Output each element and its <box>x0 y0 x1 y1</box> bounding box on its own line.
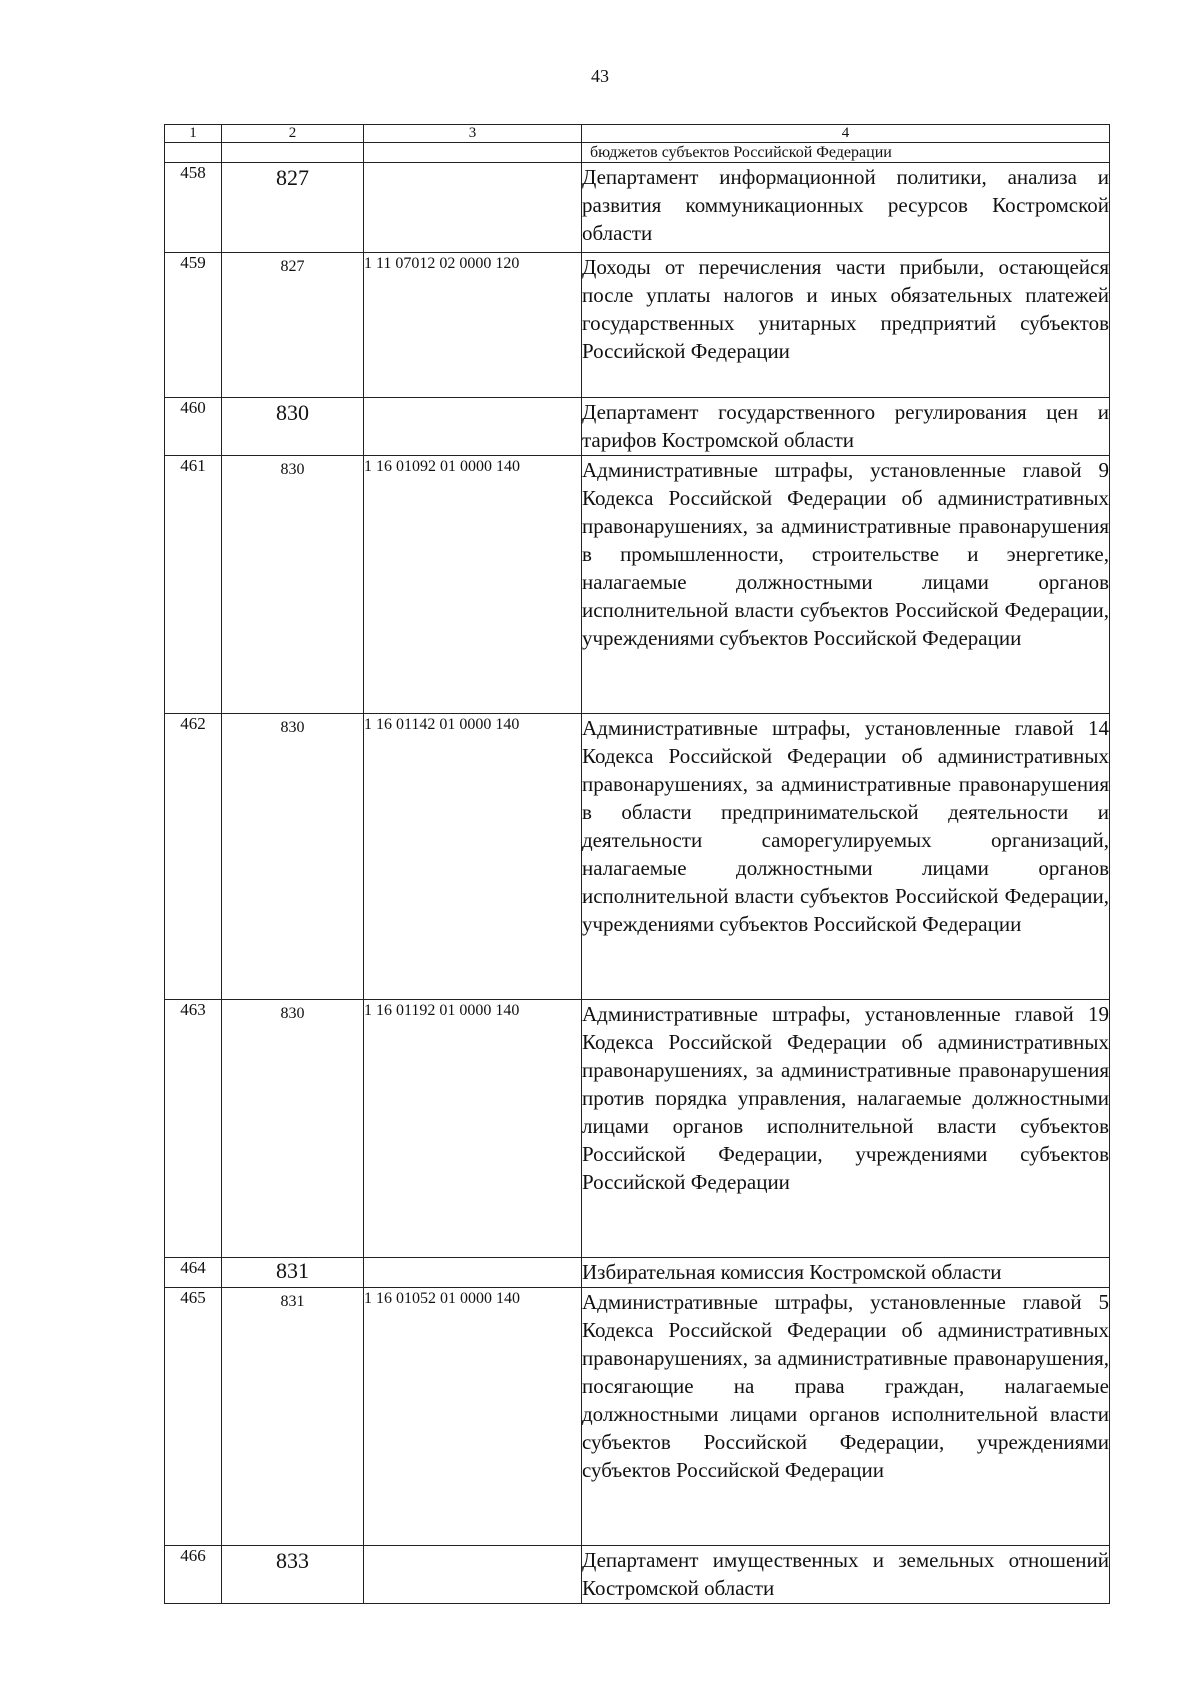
budget-code: 1 16 01052 01 0000 140 <box>364 1288 582 1546</box>
row-description: Департамент имущественных и земельных отношений Костромской области <box>582 1546 1110 1604</box>
row-description: Административные штрафы, установленные главой 5 Кодекса Российской Федерации об административных правонарушениях, за административные правонарушения, посягающие на права граждан, налагаемые должностными лицами органов исполнительной власти субъектов Российской Федерации, учреждениями субъектов Российской Федерации <box>582 1288 1110 1546</box>
admin-code: 831 <box>222 1288 364 1546</box>
row-number: 464 <box>165 1258 222 1288</box>
table-row <box>165 253 1110 398</box>
budget-code: 1 11 07012 02 0000 120 <box>364 253 582 398</box>
header-col-2: 2 <box>222 125 364 143</box>
header-col-3: 3 <box>364 125 582 143</box>
admin-code: 830 <box>222 456 364 714</box>
admin-code: 827 <box>222 163 364 253</box>
table-row <box>165 714 1110 1000</box>
row-description: Избирательная комиссия Костромской области <box>582 1258 1110 1288</box>
continuation-row <box>165 143 1110 163</box>
row-number: 462 <box>165 714 222 1000</box>
table-row <box>165 456 1110 714</box>
row-number: 459 <box>165 253 222 398</box>
row-number: 460 <box>165 398 222 456</box>
header-col-4: 4 <box>582 125 1110 143</box>
row-description: Административные штрафы, установленные главой 19 Кодекса Российской Федерации об административных правонарушениях, за административные правонарушения против порядка управления, налагаемые должностными лицами органов исполнительной власти субъектов Российской Федерации, учреждениями субъектов Российской Федерации <box>582 1000 1110 1258</box>
row-number: 465 <box>165 1288 222 1546</box>
admin-code: 830 <box>222 714 364 1000</box>
table-row <box>165 1546 1110 1604</box>
budget-code <box>364 163 582 253</box>
budget-code: 1 16 01192 01 0000 140 <box>364 1000 582 1258</box>
row-description: Доходы от перечисления части прибыли, остающейся после уплаты налогов и иных обязательных платежей государственных унитарных предприятий субъектов Российской Федерации <box>582 253 1110 398</box>
admin-code: 830 <box>222 1000 364 1258</box>
row-description: Департамент информационной политики, анализа и развития коммуникационных ресурсов Костромской области <box>582 163 1110 253</box>
row-description: Административные штрафы, установленные главой 14 Кодекса Российской Федерации об административных правонарушениях, за административные правонарушения в области предпринимательской деятельности и деятельности саморегулируемых организаций, налагаемые должностными лицами органов исполнительной власти субъектов Российской Федерации, учреждениями субъектов Российской Федерации <box>582 714 1110 1000</box>
row-number: 461 <box>165 456 222 714</box>
table-row <box>165 1258 1110 1288</box>
budget-code <box>364 1546 582 1604</box>
revenue-codes-table <box>164 124 1110 1604</box>
budget-code <box>364 1258 582 1288</box>
page-number: 43 <box>591 66 609 86</box>
row-number: 463 <box>165 1000 222 1258</box>
row-description: Департамент государственного регулирования цен и тарифов Костромской области <box>582 398 1110 456</box>
table-header-row <box>165 125 1110 143</box>
table-row <box>165 1000 1110 1258</box>
continuation-text: бюджетов субъектов Российской Федерации <box>582 143 1110 163</box>
budget-code: 1 16 01092 01 0000 140 <box>364 456 582 714</box>
admin-code: 831 <box>222 1258 364 1288</box>
header-col-1: 1 <box>165 125 222 143</box>
admin-code: 830 <box>222 398 364 456</box>
table-row <box>165 163 1110 253</box>
table-row <box>165 1288 1110 1546</box>
row-description: Административные штрафы, установленные главой 9 Кодекса Российской Федерации об административных правонарушениях, за административные правонарушения в промышленности, строительстве и энергетике, налагаемые должностными лицами органов исполнительной власти субъектов Российской Федерации, учреждениями субъектов Российской Федерации <box>582 456 1110 714</box>
row-number: 458 <box>165 163 222 253</box>
row-number: 466 <box>165 1546 222 1604</box>
admin-code: 833 <box>222 1546 364 1604</box>
budget-code <box>364 398 582 456</box>
budget-code: 1 16 01142 01 0000 140 <box>364 714 582 1000</box>
table-row <box>165 398 1110 456</box>
admin-code: 827 <box>222 253 364 398</box>
